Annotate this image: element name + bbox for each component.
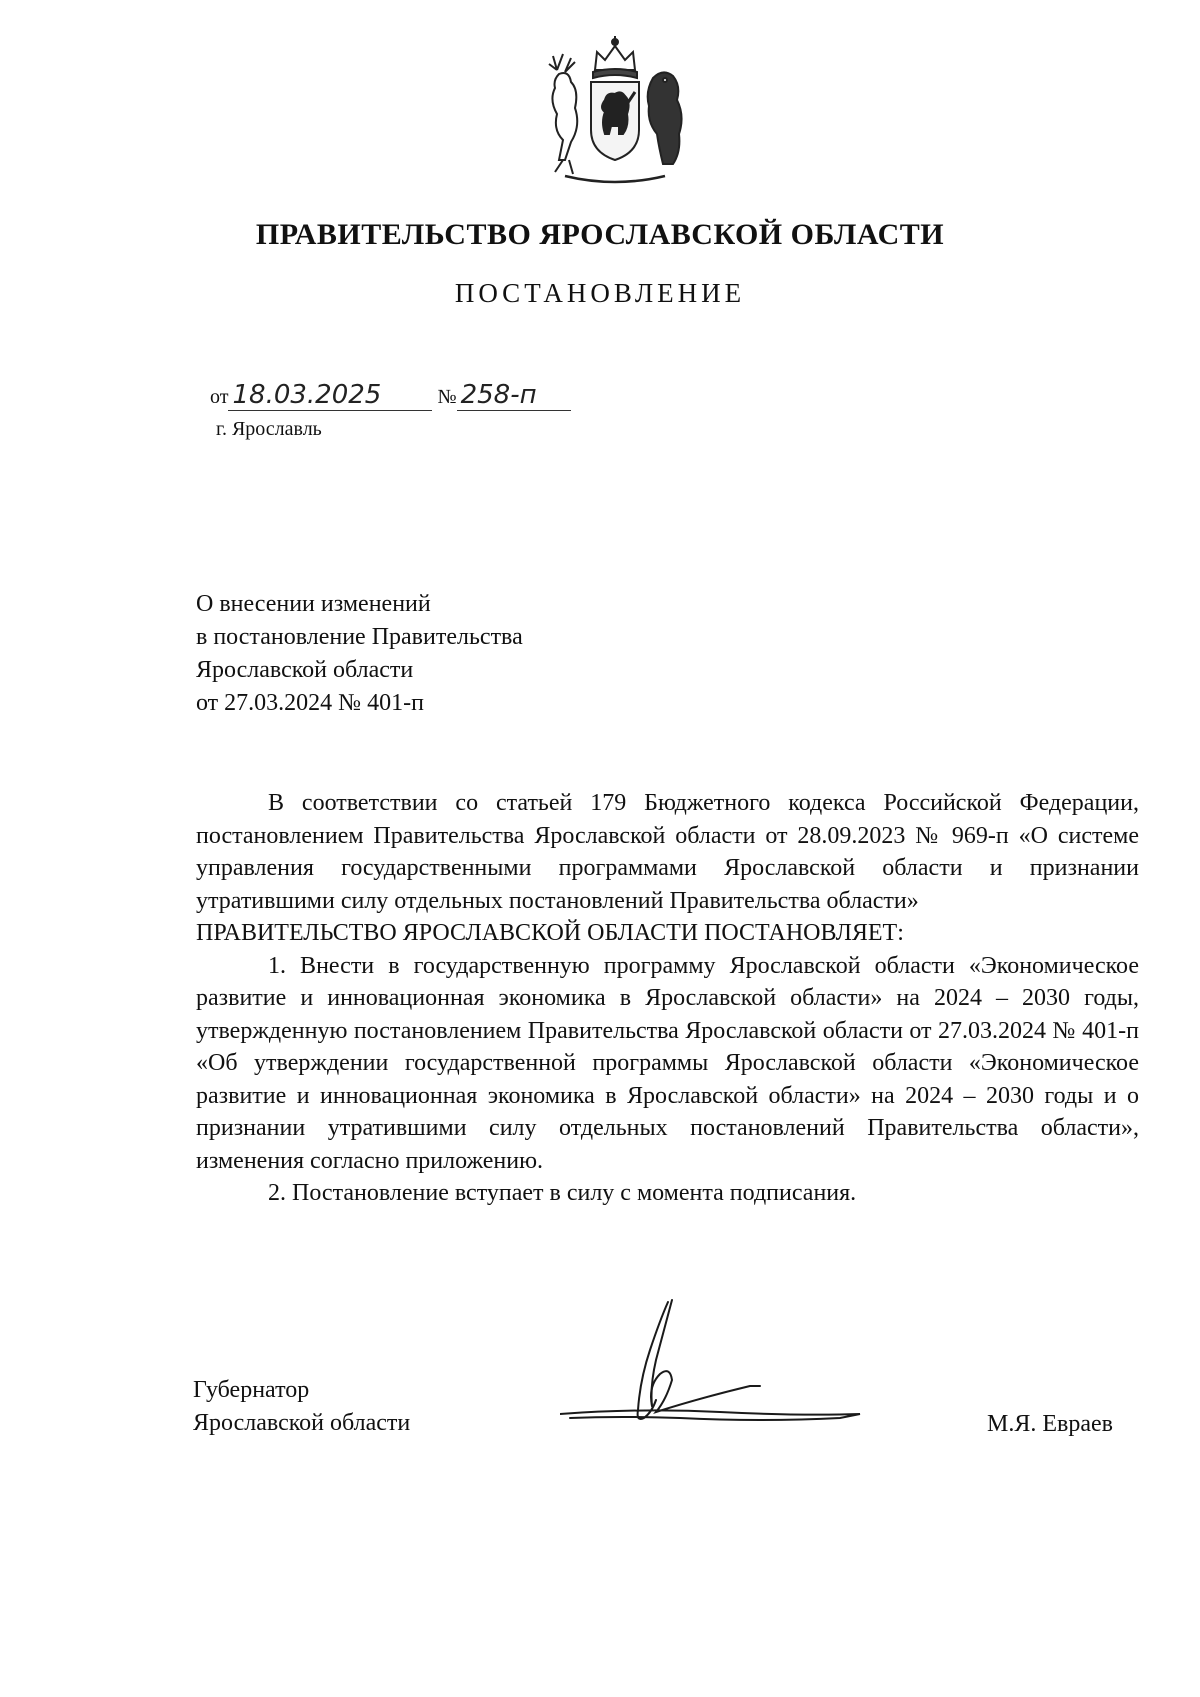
document-type: ПОСТАНОВЛЕНИЕ — [454, 278, 746, 308]
item-2-paragraph: 2. Постановление вступает в силу с момента подписания. — [268, 1180, 857, 1206]
subject-line: от 27.03.2024 № 401-п — [196, 690, 424, 716]
government-title: ПРАВИТЕЛЬСТВО ЯРОСЛАВСКОЙ ОБЛАСТИ — [255, 218, 945, 251]
date-prefix: от — [210, 386, 229, 408]
subject-line: Ярославской области — [196, 657, 414, 683]
signatory-role — [193, 1374, 410, 1440]
city: г. Ярославль — [216, 418, 322, 440]
item-1-paragraph: 1. Внести в государственную программу Ярославской области «Экономическое развитие и инновационная экономика в Ярославской области» на 2024 – 2030 годы, утвержденную постановлением Правительства Ярославской области от 27.03.2024 № 401-п «Об утверждении государственной программы Ярославской области «Экономическое развитие и инновационная экономика в Ярославской области» на 2024 – 2030 годы и о признании утратившими силу отдельных постановлений Правительства области», изменения согласно приложению. — [196, 952, 1139, 1174]
subject-line: О внесении изменений — [196, 591, 431, 617]
signatory-role-line: Губернатор — [193, 1377, 310, 1403]
document-number: 258-п — [457, 380, 571, 411]
signatory-name: М.Я. Евраев — [987, 1411, 1113, 1437]
document-date: 18.03.2025 — [228, 380, 432, 411]
subject-line: в постановление Правительства — [196, 624, 523, 650]
decree-line: ПРАВИТЕЛЬСТВО ЯРОСЛАВСКОЙ ОБЛАСТИ ПОСТАНОВЛЯЕТ: — [196, 920, 904, 946]
preamble-paragraph: В соответствии со статьей 179 Бюджетного кодекса Российской Федерации, постановлением Правительства Ярославской области от 28.09.2023 № 969-п «О системе управления государственными программами Ярославской области и признании утратившими силу отдельных постановлений Правительства области» — [196, 790, 1139, 914]
document-body — [196, 787, 1139, 1210]
number-prefix: № — [437, 386, 457, 408]
handwritten-signature — [560, 1290, 930, 1440]
date-number-line — [210, 380, 571, 411]
subject-block — [196, 588, 523, 720]
signatory-role-line: Ярославской области — [193, 1410, 411, 1436]
coat-of-arms-emblem — [535, 30, 695, 190]
